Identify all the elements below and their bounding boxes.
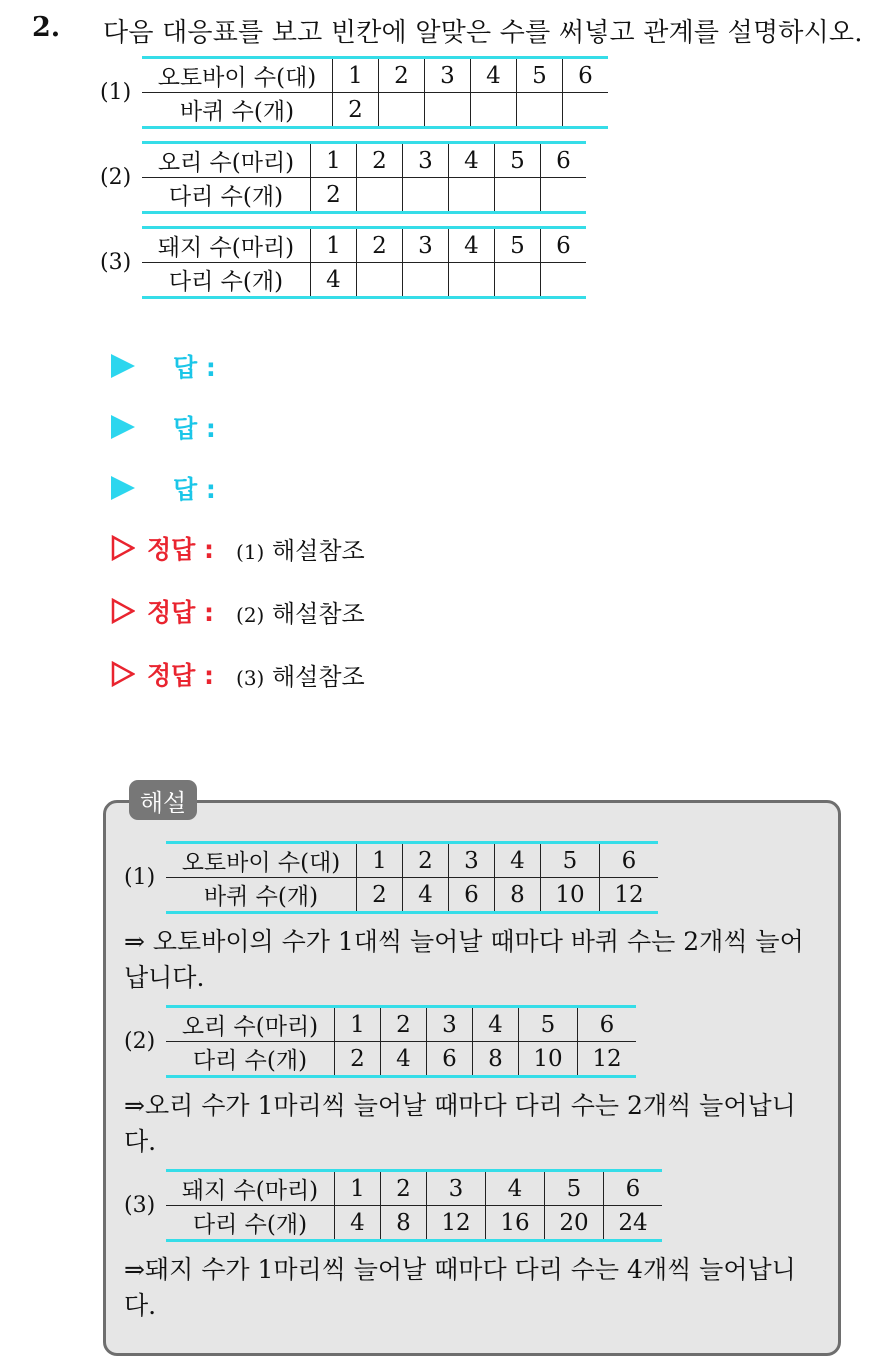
value-cell: 3: [449, 843, 495, 878]
explanation-tag: 해설: [129, 780, 197, 820]
value-cell: 4: [335, 1206, 381, 1241]
solution-value: (1) 해설참조: [236, 536, 365, 565]
row2-header-cell: 다리 수(개): [168, 269, 284, 295]
value-cell: 6: [563, 58, 609, 93]
value-cell: 2: [333, 93, 379, 128]
blank-cell[interactable]: [425, 93, 471, 128]
blank-cell[interactable]: [563, 93, 609, 128]
row2-header-cell: 바퀴 수(개): [203, 884, 319, 910]
table-label: (3): [124, 1193, 156, 1218]
play-triangle-icon: [111, 415, 135, 439]
answer-row-1[interactable]: [111, 348, 216, 384]
value-cell: 16: [486, 1206, 545, 1241]
value-cell: 6: [541, 228, 587, 263]
correspondence-table: [166, 841, 658, 914]
value-cell: 1: [311, 228, 357, 263]
value-cell: 5: [495, 143, 541, 178]
value-cell: 1: [335, 1007, 381, 1042]
value-cell: 4: [495, 843, 541, 878]
blank-cell[interactable]: [403, 178, 449, 213]
answer-row-2[interactable]: [111, 409, 216, 445]
value-cell: 5: [545, 1171, 604, 1206]
value-cell: 4: [449, 228, 495, 263]
value-cell: 3: [427, 1007, 473, 1042]
outline-triangle-icon: [111, 598, 135, 624]
value-cell: 3: [403, 228, 449, 263]
value-cell: 10: [541, 878, 600, 913]
value-cell: 12: [578, 1042, 637, 1077]
value-cell: 2: [403, 843, 449, 878]
row1-header-cell: 돼지 수(마리): [166, 1171, 335, 1206]
value-cell: 12: [600, 878, 659, 913]
blank-cell[interactable]: [357, 178, 403, 213]
explanation-table-3: [124, 1169, 662, 1242]
solution-value: (3) 해설참조: [236, 662, 365, 691]
explanation-text-2: ⇒오리 수가 1마리씩 늘어날 때마다 다리 수는 2개씩 늘어납니다.: [124, 1091, 796, 1156]
outline-triangle-icon: [111, 535, 135, 561]
row1-header-cell: 오리 수(마리): [142, 143, 311, 178]
explanation-text-3: ⇒돼지 수가 1마리씩 늘어날 때마다 다리 수는 4개씩 늘어납니다.: [124, 1255, 796, 1320]
row2-header-cell: 다리 수(개): [168, 184, 284, 210]
correspondence-table: [166, 1169, 662, 1242]
solution-row-2: [111, 593, 365, 629]
question-text: 다음 대응표를 보고 빈칸에 알맞은 수를 써넣고 관계를 설명하시오.: [103, 18, 863, 48]
value-cell: 6: [604, 1171, 663, 1206]
value-cell: 4: [449, 143, 495, 178]
blank-cell[interactable]: [517, 93, 563, 128]
value-cell: 2: [379, 58, 425, 93]
value-cell: 4: [381, 1042, 427, 1077]
row2-header-cell: 다리 수(개): [192, 1212, 308, 1238]
row1-header-cell: 오토바이 수(대): [142, 58, 333, 93]
value-cell: 1: [311, 143, 357, 178]
play-triangle-icon: [111, 354, 135, 378]
value-cell: 2: [357, 878, 403, 913]
value-cell: 6: [449, 878, 495, 913]
value-cell: 6: [578, 1007, 637, 1042]
value-cell: 6: [541, 143, 587, 178]
value-cell: 2: [335, 1042, 381, 1077]
explanation-table-1: [124, 841, 658, 914]
value-cell: 20: [545, 1206, 604, 1241]
question-number: 2.: [32, 12, 61, 43]
row1-header-cell: 오토바이 수(대): [166, 843, 357, 878]
value-cell: 1: [357, 843, 403, 878]
blank-cell[interactable]: [495, 178, 541, 213]
row2-header-cell: 다리 수(개): [192, 1048, 308, 1074]
value-cell: 3: [425, 58, 471, 93]
explanation-text-1: ⇒ 오토바이의 수가 1대씩 늘어날 때마다 바퀴 수는 2개씩 늘어납니다.: [124, 927, 804, 992]
value-cell: 3: [403, 143, 449, 178]
value-cell: 6: [427, 1042, 473, 1077]
value-cell: 12: [427, 1206, 486, 1241]
row1-header-cell: 오리 수(마리): [166, 1007, 335, 1042]
value-cell: 1: [333, 58, 379, 93]
row1-header-cell: 돼지 수(마리): [142, 228, 311, 263]
value-cell: 5: [495, 228, 541, 263]
value-cell: 8: [473, 1042, 519, 1077]
correspondence-table: [142, 141, 586, 214]
blank-cell[interactable]: [449, 178, 495, 213]
blank-cell[interactable]: [541, 263, 587, 298]
value-cell: 4: [403, 878, 449, 913]
table-label: (1): [124, 865, 156, 890]
correspondence-table: [142, 56, 608, 129]
question-table-3: [100, 226, 586, 299]
value-cell: 2: [381, 1171, 427, 1206]
blank-cell[interactable]: [541, 178, 587, 213]
question-table-2: [100, 141, 586, 214]
blank-cell[interactable]: [403, 263, 449, 298]
value-cell: 10: [519, 1042, 578, 1077]
solution-label: 정답 :: [147, 661, 215, 690]
outline-triangle-icon: [111, 661, 135, 687]
solution-row-1: [111, 530, 365, 566]
question-table-1: [100, 56, 608, 129]
value-cell: 1: [335, 1171, 381, 1206]
blank-cell[interactable]: [495, 263, 541, 298]
answer-label: 답 :: [173, 353, 216, 382]
correspondence-table: [166, 1005, 636, 1078]
answer-row-3[interactable]: [111, 470, 216, 506]
value-cell: 6: [600, 843, 659, 878]
blank-cell[interactable]: [357, 263, 403, 298]
solution-row-3: [111, 656, 365, 692]
blank-cell[interactable]: [379, 93, 425, 128]
solution-label: 정답 :: [147, 598, 215, 627]
solution-value: (2) 해설참조: [236, 599, 365, 628]
play-triangle-icon: [111, 476, 135, 500]
value-cell: 8: [495, 878, 541, 913]
value-cell: 4: [471, 58, 517, 93]
solution-label: 정답 :: [147, 535, 215, 564]
explanation-table-2: [124, 1005, 636, 1078]
value-cell: 8: [381, 1206, 427, 1241]
value-cell: 5: [541, 843, 600, 878]
table-label: (2): [100, 165, 132, 190]
blank-cell[interactable]: [449, 263, 495, 298]
value-cell: 2: [381, 1007, 427, 1042]
value-cell: 24: [604, 1206, 663, 1241]
blank-cell[interactable]: [471, 93, 517, 128]
value-cell: 4: [473, 1007, 519, 1042]
value-cell: 4: [311, 263, 357, 298]
answer-label: 답 :: [173, 414, 216, 443]
table-label: (1): [100, 80, 132, 105]
table-label: (2): [124, 1029, 156, 1054]
value-cell: 5: [519, 1007, 578, 1042]
value-cell: 2: [357, 228, 403, 263]
value-cell: 2: [357, 143, 403, 178]
value-cell: 5: [517, 58, 563, 93]
answer-label: 답 :: [173, 475, 216, 504]
table-label: (3): [100, 250, 132, 275]
value-cell: 2: [311, 178, 357, 213]
correspondence-table: [142, 226, 586, 299]
row2-header-cell: 바퀴 수(개): [179, 99, 295, 125]
value-cell: 3: [427, 1171, 486, 1206]
value-cell: 4: [486, 1171, 545, 1206]
